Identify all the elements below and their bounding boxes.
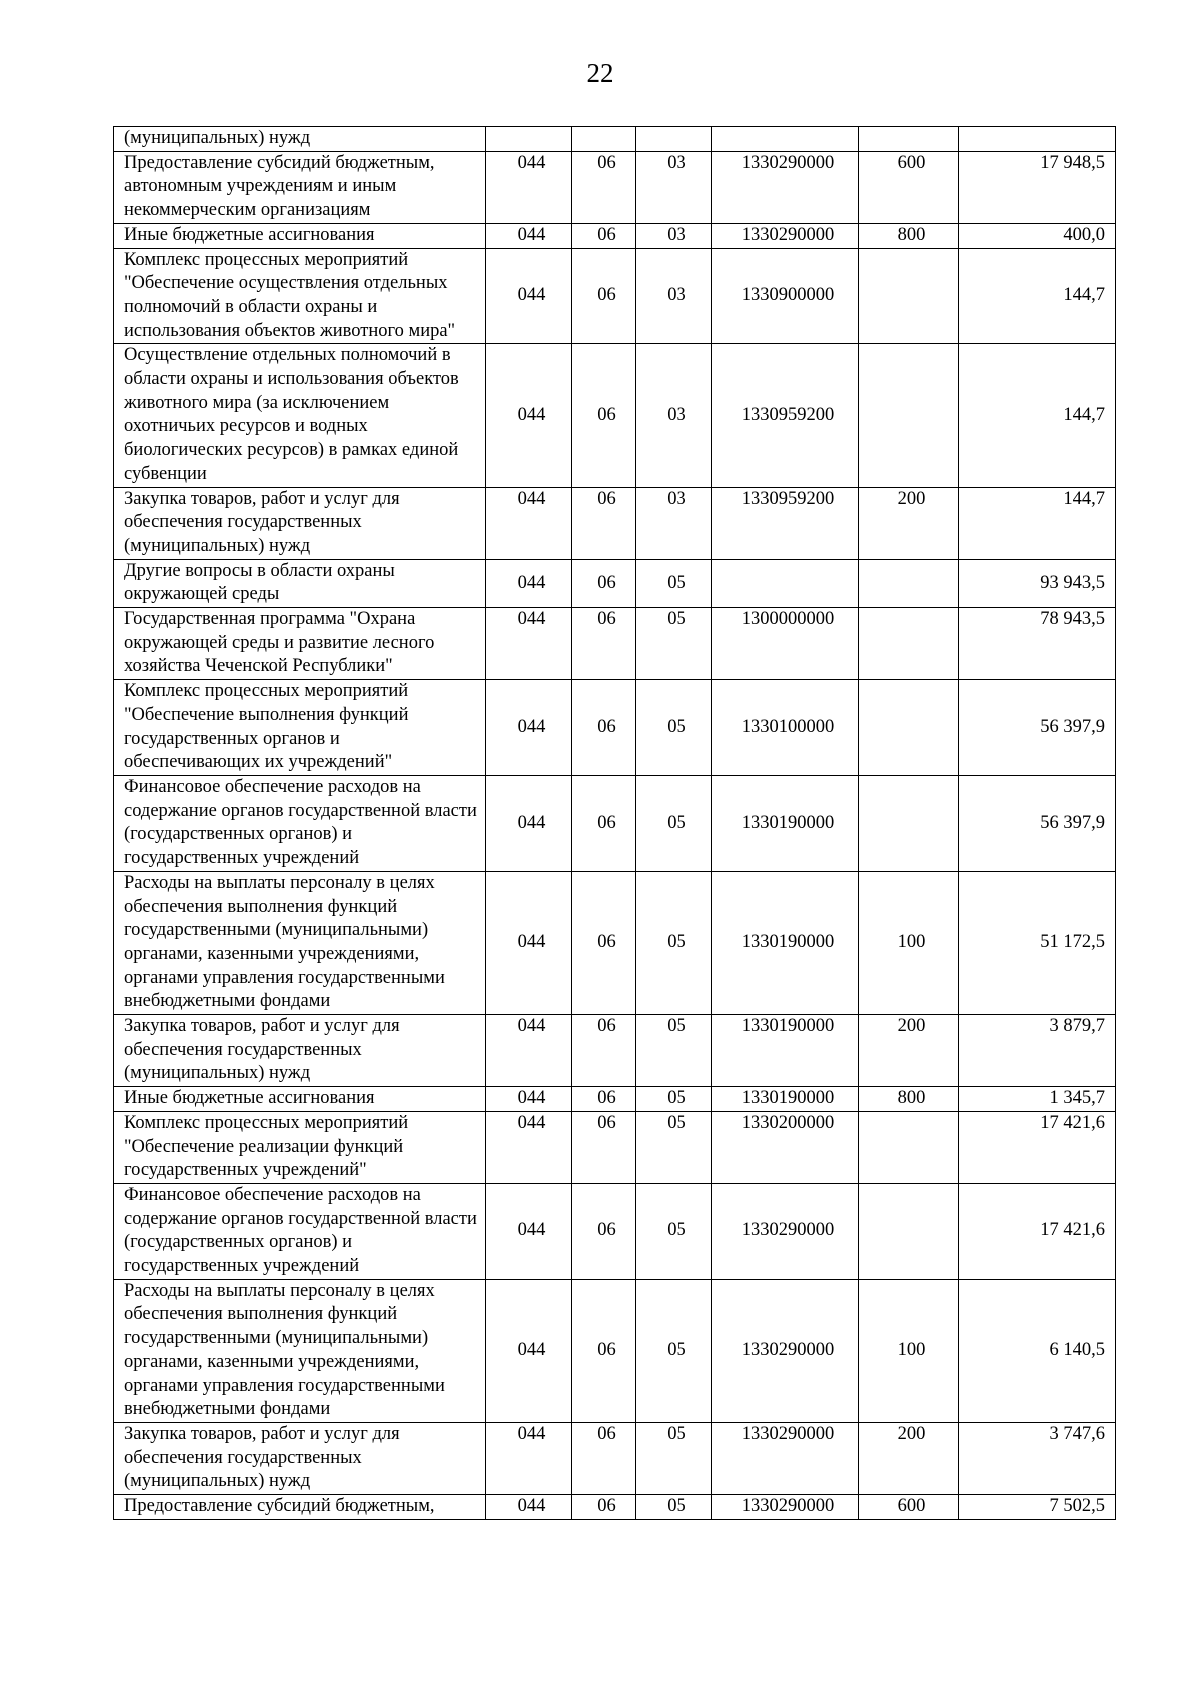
- table-row: [114, 559, 1116, 607]
- expense-type-cell: [859, 608, 959, 680]
- target-article-cell: 1330290000: [712, 1422, 859, 1494]
- expense-name-cell: Финансовое обеспечение расходов на содержание органов государственной власти (государственных органов) и государственных учреждений: [114, 775, 486, 871]
- expense-name-cell: Предоставление субсидий бюджетным,: [114, 1495, 486, 1520]
- target-article-cell: 1330290000: [712, 1183, 859, 1279]
- subsection-code-cell: 05: [636, 680, 712, 776]
- budget-table: [113, 126, 1116, 1520]
- table-row: [114, 248, 1116, 344]
- grbs-code-cell: 044: [486, 248, 572, 344]
- grbs-code-cell: 044: [486, 608, 572, 680]
- grbs-code-cell: 044: [486, 775, 572, 871]
- target-article-cell: 1330190000: [712, 871, 859, 1014]
- section-code-cell: 06: [572, 487, 636, 559]
- expense-type-cell: [859, 248, 959, 344]
- grbs-code-cell: 044: [486, 1422, 572, 1494]
- grbs-code-cell: [486, 127, 572, 152]
- table-row: [114, 223, 1116, 248]
- grbs-code-cell: 044: [486, 344, 572, 487]
- table-row: [114, 151, 1116, 223]
- subsection-code-cell: 05: [636, 871, 712, 1014]
- section-code-cell: 06: [572, 1183, 636, 1279]
- grbs-code-cell: 044: [486, 680, 572, 776]
- subsection-code-cell: 03: [636, 223, 712, 248]
- subsection-code-cell: 05: [636, 1015, 712, 1087]
- expense-type-cell: [859, 680, 959, 776]
- expense-type-cell: 200: [859, 1422, 959, 1494]
- expense-name-cell: Иные бюджетные ассигнования: [114, 1087, 486, 1112]
- target-article-cell: [712, 559, 859, 607]
- amount-cell: 144,7: [959, 344, 1116, 487]
- subsection-code-cell: 05: [636, 1495, 712, 1520]
- subsection-code-cell: 03: [636, 151, 712, 223]
- table-row: [114, 487, 1116, 559]
- expense-type-cell: 100: [859, 1279, 959, 1422]
- amount-cell: 144,7: [959, 487, 1116, 559]
- amount-cell: 56 397,9: [959, 775, 1116, 871]
- expense-type-cell: 200: [859, 1015, 959, 1087]
- expense-type-cell: 600: [859, 151, 959, 223]
- table-row: [114, 127, 1116, 152]
- expense-name-cell: Закупка товаров, работ и услуг для обеспечения государственных (муниципальных) нужд: [114, 1015, 486, 1087]
- page-number: 22: [586, 58, 614, 88]
- amount-cell: 78 943,5: [959, 608, 1116, 680]
- grbs-code-cell: 044: [486, 487, 572, 559]
- expense-type-cell: [859, 344, 959, 487]
- section-code-cell: 06: [572, 1422, 636, 1494]
- section-code-cell: 06: [572, 775, 636, 871]
- expense-name-cell: Комплекс процессных мероприятий "Обеспечение осуществления отдельных полномочий в области охраны и использования объектов животного мира": [114, 248, 486, 344]
- amount-cell: 3 747,6: [959, 1422, 1116, 1494]
- grbs-code-cell: 044: [486, 1015, 572, 1087]
- subsection-code-cell: 03: [636, 344, 712, 487]
- amount-cell: 93 943,5: [959, 559, 1116, 607]
- table-row: [114, 871, 1116, 1014]
- table-row: [114, 1422, 1116, 1494]
- expense-name-cell: Иные бюджетные ассигнования: [114, 223, 486, 248]
- target-article-cell: 1330290000: [712, 151, 859, 223]
- amount-cell: 144,7: [959, 248, 1116, 344]
- section-code-cell: 06: [572, 248, 636, 344]
- expense-type-cell: [859, 127, 959, 152]
- subsection-code-cell: 05: [636, 559, 712, 607]
- section-code-cell: 06: [572, 559, 636, 607]
- subsection-code-cell: 05: [636, 608, 712, 680]
- section-code-cell: 06: [572, 608, 636, 680]
- expense-name-cell: Государственная программа "Охрана окружающей среды и развитие лесного хозяйства Чеченской Республики": [114, 608, 486, 680]
- subsection-code-cell: 03: [636, 487, 712, 559]
- expense-type-cell: 200: [859, 487, 959, 559]
- amount-cell: 3 879,7: [959, 1015, 1116, 1087]
- table-row: [114, 1279, 1116, 1422]
- grbs-code-cell: 044: [486, 871, 572, 1014]
- subsection-code-cell: 05: [636, 1279, 712, 1422]
- section-code-cell: 06: [572, 1015, 636, 1087]
- table-row: [114, 344, 1116, 487]
- expense-name-cell: Комплекс процессных мероприятий "Обеспечение выполнения функций государственных органов и обеспечивающих их учреждений": [114, 680, 486, 776]
- target-article-cell: 1330190000: [712, 1087, 859, 1112]
- section-code-cell: 06: [572, 871, 636, 1014]
- section-code-cell: 06: [572, 223, 636, 248]
- subsection-code-cell: 05: [636, 1111, 712, 1183]
- table-row: [114, 608, 1116, 680]
- section-code-cell: 06: [572, 1111, 636, 1183]
- subsection-code-cell: 03: [636, 248, 712, 344]
- section-code-cell: [572, 127, 636, 152]
- expense-name-cell: Предоставление субсидий бюджетным, автономным учреждениям и иным некоммерческим организациям: [114, 151, 486, 223]
- section-code-cell: 06: [572, 1279, 636, 1422]
- section-code-cell: 06: [572, 1087, 636, 1112]
- expense-name-cell: Другие вопросы в области охраны окружающей среды: [114, 559, 486, 607]
- target-article-cell: 1330100000: [712, 680, 859, 776]
- expense-name-cell: Закупка товаров, работ и услуг для обеспечения государственных (муниципальных) нужд: [114, 1422, 486, 1494]
- amount-cell: 400,0: [959, 223, 1116, 248]
- expense-type-cell: [859, 1111, 959, 1183]
- amount-cell: 17 948,5: [959, 151, 1116, 223]
- grbs-code-cell: 044: [486, 151, 572, 223]
- target-article-cell: 1330290000: [712, 1495, 859, 1520]
- table-row: [114, 1183, 1116, 1279]
- target-article-cell: 1330290000: [712, 1279, 859, 1422]
- amount-cell: 6 140,5: [959, 1279, 1116, 1422]
- table-row: [114, 1111, 1116, 1183]
- amount-cell: 7 502,5: [959, 1495, 1116, 1520]
- grbs-code-cell: 044: [486, 1087, 572, 1112]
- target-article-cell: 1330290000: [712, 223, 859, 248]
- grbs-code-cell: 044: [486, 1495, 572, 1520]
- grbs-code-cell: 044: [486, 559, 572, 607]
- subsection-code-cell: 05: [636, 1183, 712, 1279]
- table-row: [114, 775, 1116, 871]
- amount-cell: 51 172,5: [959, 871, 1116, 1014]
- subsection-code-cell: 05: [636, 1422, 712, 1494]
- grbs-code-cell: 044: [486, 1111, 572, 1183]
- expense-name-cell: Расходы на выплаты персоналу в целях обеспечения выполнения функций государственными (муниципальными) органами, казенными учреждениями, органами управления государственными внебюджетными фондами: [114, 1279, 486, 1422]
- table-row: [114, 1015, 1116, 1087]
- expense-name-cell: Осуществление отдельных полномочий в области охраны и использования объектов животного мира (за исключением охотничьих ресурсов и водных биологических ресурсов) в рамках единой субвенции: [114, 344, 486, 487]
- table-row: [114, 1087, 1116, 1112]
- subsection-code-cell: 05: [636, 1087, 712, 1112]
- expense-type-cell: [859, 775, 959, 871]
- expense-name-cell: Закупка товаров, работ и услуг для обеспечения государственных (муниципальных) нужд: [114, 487, 486, 559]
- expense-name-cell: Финансовое обеспечение расходов на содержание органов государственной власти (государственных органов) и государственных учреждений: [114, 1183, 486, 1279]
- amount-cell: 1 345,7: [959, 1087, 1116, 1112]
- amount-cell: 56 397,9: [959, 680, 1116, 776]
- table-row: [114, 1495, 1116, 1520]
- target-article-cell: 1300000000: [712, 608, 859, 680]
- grbs-code-cell: 044: [486, 223, 572, 248]
- section-code-cell: 06: [572, 1495, 636, 1520]
- expense-type-cell: [859, 1183, 959, 1279]
- target-article-cell: 1330959200: [712, 487, 859, 559]
- subsection-code-cell: [636, 127, 712, 152]
- expense-type-cell: 100: [859, 871, 959, 1014]
- expense-type-cell: 800: [859, 1087, 959, 1112]
- target-article-cell: 1330200000: [712, 1111, 859, 1183]
- amount-cell: [959, 127, 1116, 152]
- expense-type-cell: 800: [859, 223, 959, 248]
- subsection-code-cell: 05: [636, 775, 712, 871]
- target-article-cell: 1330190000: [712, 1015, 859, 1087]
- expense-name-cell: Комплекс процессных мероприятий "Обеспечение реализации функций государственных учреждений": [114, 1111, 486, 1183]
- table-body: [114, 127, 1116, 1520]
- target-article-cell: [712, 127, 859, 152]
- amount-cell: 17 421,6: [959, 1183, 1116, 1279]
- amount-cell: 17 421,6: [959, 1111, 1116, 1183]
- expense-name-cell: Расходы на выплаты персоналу в целях обеспечения выполнения функций государственными (муниципальными) органами, казенными учреждениями, органами управления государственными внебюджетными фондами: [114, 871, 486, 1014]
- target-article-cell: 1330900000: [712, 248, 859, 344]
- section-code-cell: 06: [572, 680, 636, 776]
- grbs-code-cell: 044: [486, 1183, 572, 1279]
- target-article-cell: 1330959200: [712, 344, 859, 487]
- grbs-code-cell: 044: [486, 1279, 572, 1422]
- target-article-cell: 1330190000: [712, 775, 859, 871]
- section-code-cell: 06: [572, 151, 636, 223]
- section-code-cell: 06: [572, 344, 636, 487]
- expense-name-cell: (муниципальных) нужд: [114, 127, 486, 152]
- expense-type-cell: [859, 559, 959, 607]
- expense-type-cell: 600: [859, 1495, 959, 1520]
- table-row: [114, 680, 1116, 776]
